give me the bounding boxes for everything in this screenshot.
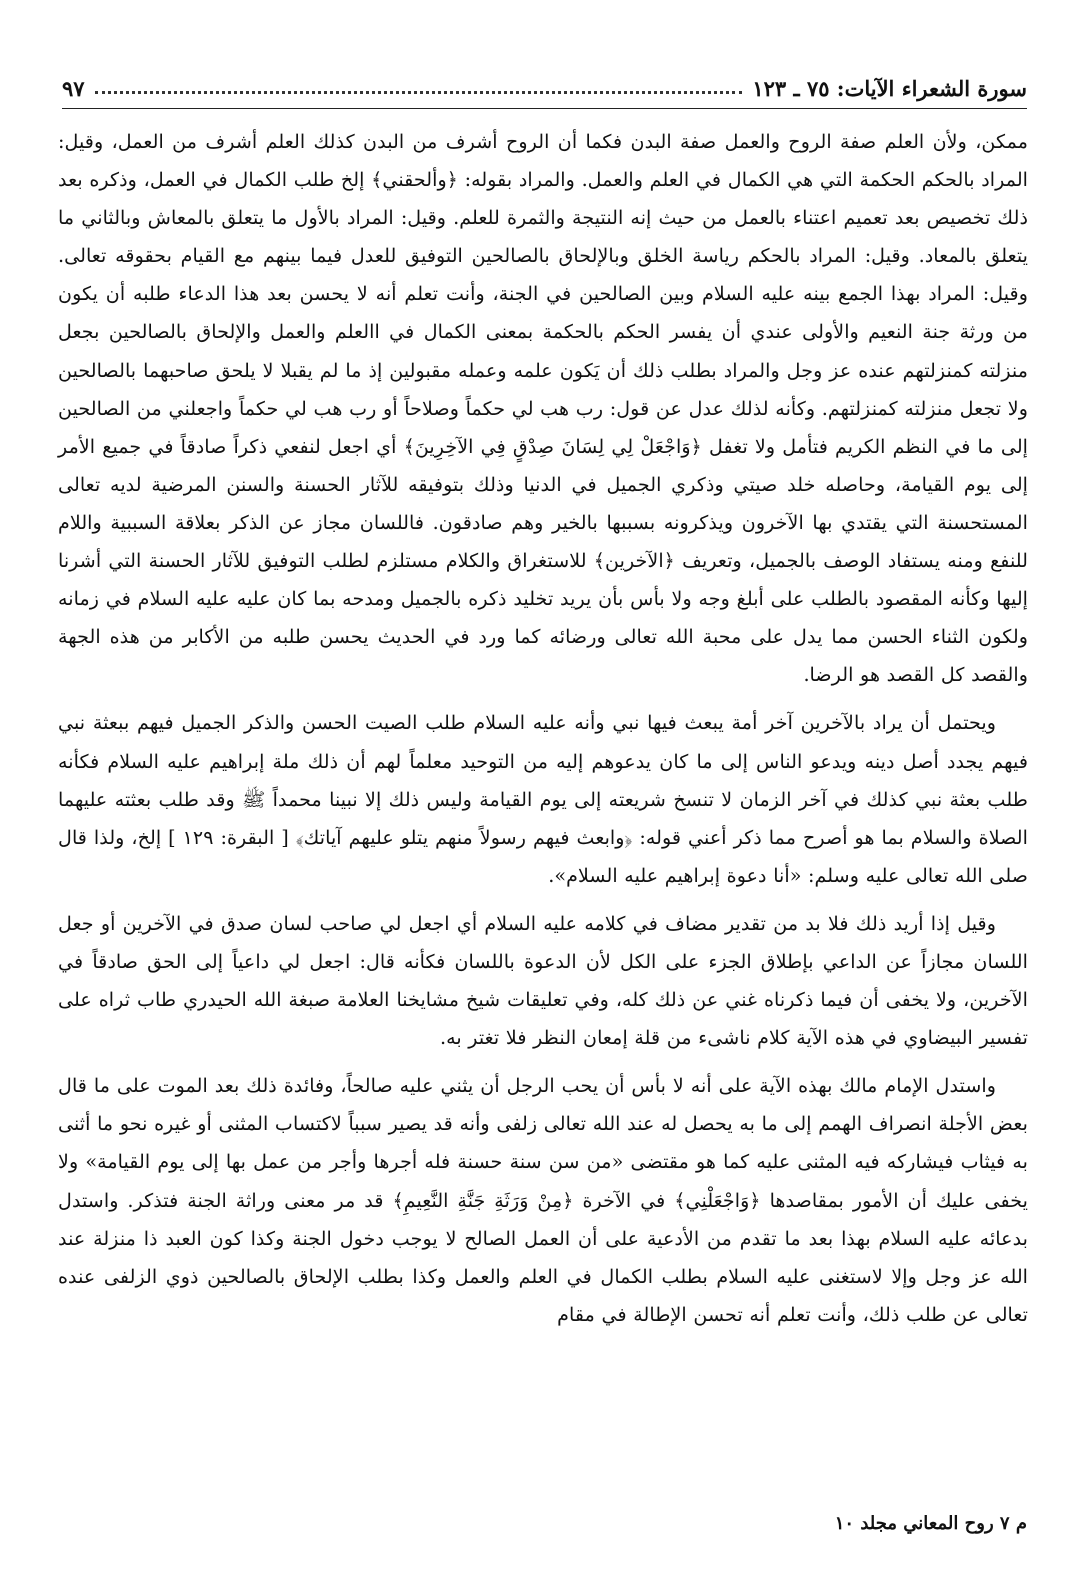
page-body xyxy=(58,123,1028,1334)
paragraph: ويحتمل أن يراد بالآخرين آخر أمة يبعث فيها نبي وأنه عليه السلام طلب الصيت الحسن والذكر الجميل فيهم ببعثة نبي فيهم يجدد أصل دينه ويدعو الناس إلى ما كان يدعوهم إليه من التوحيد معلماً لهم أن ذلك ملة إبراهيم عليه السلام فكأنه طلب بعثة نبي كذلك في آخر الزمان لا تنسخ شريعته إلى يوم القيامة وليس ذلك إلا نبينا محمداً ﷺ وقد طلب بعثته عليهما الصلاة والسلام بما هو أصرح مما ذكر أعني قوله: ﴿وابعث فيهم رسولاً منهم يتلو عليهم آياتك﴾ [ البقرة: ١٢٩ ] إلخ، ولذا قال صلى الله تعالى عليه وسلم: «أنا دعوة إبراهيم عليه السلام». xyxy=(58,711,1028,887)
page-header xyxy=(62,68,1027,109)
surah-title: سورة الشعراء الآيات: ٧٥ ـ ١٢٣ xyxy=(752,75,1027,101)
page-number: ٩٧ xyxy=(62,75,85,101)
leader-dots xyxy=(95,91,743,94)
printer-signature: م ٧ روح المعاني مجلد ١٠ xyxy=(834,1513,1027,1534)
paragraph: ممكن، ولأن العلم صفة الروح والعمل صفة البدن فكما أن الروح أشرف من البدن كذلك العلم أشرف من العمل، وقيل: المراد بالحكم الحكمة التي هي الكمال في العلم والعمل. والمراد بقوله: ﴿وألحقني﴾ إلخ طلب الكمال في العمل، وذكره بعد ذلك تخصيص بعد تعميم اعتناء بالعمل من حيث إنه النتيجة والثمرة للعلم. وقيل: المراد بالأول ما يتعلق بالمعاش وبالثاني ما يتعلق بالمعاد. وقيل: المراد بالحكم رياسة الخلق وبالإلحاق بالصالحين التوفيق للعدل فيما بينهم مع القيام بحقوقه تعالى. وقيل: المراد بهذا الجمع بينه عليه السلام وبين الصالحين في الجنة، وأنت تعلم أنه لا يحسن بعد هذا الدعاء طلبه أن يكون من ورثة جنة النعيم والأولى عندي أن يفسر الحكم بالحكمة بمعنى الكمال في االعلم والعمل والإلحاق بالصالحين بجعل منزلته كمنزلتهم عنده عز وجل والمراد بطلب ذلك أن يَكون علمه وعمله مقبولين إذ ما لم يقبلا لا يلحق صاحبهما بالصالحين ولا تجعل منزلته كمنزلتهم. وكأنه لذلك عدل عن قول: رب هب لي حكماً وصلاحاً أو رب هب لي حكماً واجعلني من الصالحين إلى ما في النظم الكريم فتأمل ولا تغفل ﴿وَاجْعَلْ لِي لِسَانَ صِدْقٍ فِي الآخِرِينَ﴾ أي اجعل لنفعي ذكراً صادقاً في جميع الأمر إلى يوم القيامة، وحاصله خلد صيتي وذكري الجميل في الدنيا وذلك بتوفيقه للآثار الحسنة والسنن المرضية لديه تعالى المستحسنة التي يقتدي بها الآخرون ويذكرونه بسببها بالخير وهم صادقون. فاللسان مجاز عن الذكر بعلاقة السببية واللام للنفع ومنه يستفاد الوصف بالجميل، وتعريف ﴿الآخرين﴾ للاستغراق والكلام مستلزم لطلب التوفيق للآثار الحسنة التي أشرنا إليها وكأنه المقصود بالطلب على أبلغ وجه ولا بأس بأن يريد تخليد ذكره بالجميل ومدحه بما كان عليه عليه السلام في زمانه ولكون الثناء الحسن مما يدل على محبة الله تعالى ورضائه كما ورد في الحديث يحسن طلبه من الأكابر من هذه الجهة والقصد كل القصد هو الرضا. xyxy=(58,130,1028,687)
paragraph: وقيل إذا أريد ذلك فلا بد من تقدير مضاف في كلامه عليه السلام أي اجعل لي صاحب لسان صدق في الآخرين أو جعل اللسان مجازاً عن الداعي بإطلاق الجزء على الكل لأن الدعوة باللسان فكأنه قال: اجعل لي داعياً إلى الحق صادقاً في الآخرين، ولا يخفى أن فيما ذكرناه غني عن ذلك كله، وفي تعليقات شيخ مشايخنا العلامة صبغة الله الحيدري طاب ثراه على تفسير البيضاوي في هذه الآية كلام ناشىء من قلة إمعان النظر فلا تغتر به. xyxy=(58,911,1028,1050)
paragraph: واستدل الإمام مالك بهذه الآية على أنه لا بأس أن يحب الرجل أن يثني عليه صالحاً، وفائدة ذلك بعد الموت على ما قال بعض الأجلة انصراف الهمم إلى ما به يحصل له عند الله تعالى زلفى وأنه قد يصير سبباً لاكتساب المثنى أو غيره نحو ما أثنى به فيثاب فيشاركه فيه المثنى عليه كما هو مقتضى «من سن سنة حسنة فله أجرها وأجر من عمل بها إلى يوم القيامة» ولا يخفى عليك أن الأمور بمقاصدها ﴿وَاجْعَلْنِي﴾ في الآخرة ﴿مِنْ وَرَثَةِ جَنَّةِ النَّعِيمِ﴾ قد مر معنى وراثة الجنة فتذكر. واستدل بدعائه عليه السلام بهذا بعد ما تقدم من الأدعية على أن العمل الصالح لا يوجب دخول الجنة وكذا كون العبد ذا منزلة عند الله عز وجل وإلا لاستغنى عليه السلام بطلب الكمال في العلم والعمل وكذا بطلب الإلحاق بالصالحين ذوي الزلفى عنده تعالى عن طلب ذلك، وأنت تعلم أنه تحسن الإطالة في مقام xyxy=(58,1074,1028,1326)
